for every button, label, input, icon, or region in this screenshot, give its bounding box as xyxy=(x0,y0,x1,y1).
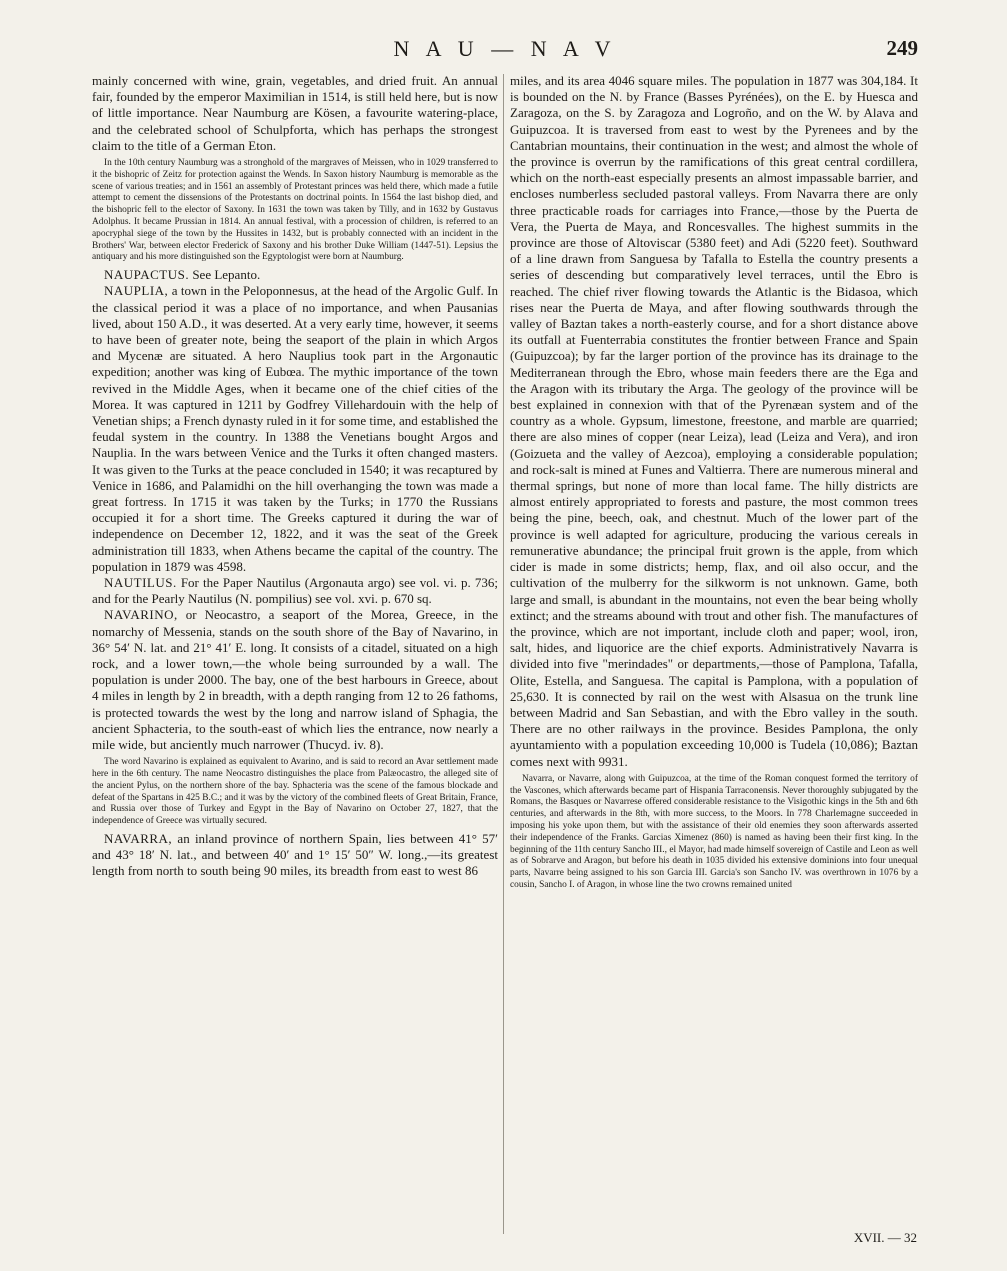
page-header xyxy=(92,36,918,66)
entry-text: For the Paper Nautilus (Argonauta argo) see vol. vi. p. 736; and for the Pearly Nautilus (N. pompilius) see vol. xvi. p. 670 sq. xyxy=(92,575,498,607)
column-divider xyxy=(503,74,504,1234)
headword: NAUPACTUS. xyxy=(104,267,190,283)
running-title: N A U — N A V xyxy=(393,36,617,61)
headword: NAUPLIA, xyxy=(104,283,169,299)
naumburg-history-note: In the 10th century Naumburg was a stronghold of the margraves of Meissen, who in 1029 transferred to it the bishopric of Zeitz for protection against the Wends. In Saxon history Naumburg is memorable as the scene of various treaties; and in 1561 an assembly of Protestant princes was held there, which made a futile attempt to cement the dissensions of the Protestants on doctrinal points. In 1564 the last bishop died, and the bishopric fell to the elector of Saxony. In 1631 the town was taken by Tilly, and in 1632 by Gustavus Adolphus. It became Prussian in 1814. An annual festival, with a procession of children, is referred to an apocryphal siege of the town by the Hussites in 1432, but is probably connected with an incident in the Brothers' War, between elector Frederick of Saxony and his brother Duke William (1447-51). Lepsius the antiquary and his more distinguished son the Egyptologist were born at Naumburg. xyxy=(92,158,498,263)
entry-nauplia xyxy=(92,283,498,575)
left-column xyxy=(92,73,498,880)
headword: NAUTILUS. xyxy=(104,575,177,591)
entry-text: or Neocastro, a seaport of the Morea, Greece, in the nomarchy of Messenia, stands on the south shore of the Bay of Navarino, in 36° 54′ N. lat. and 21° 41′ E. long. It consists of a citadel, situated on a high rock, and a lower town,—the whole being surrounded by a wall. The population is under 2000. The bay, one of the best harbours in Greece, about 4 miles in length by 2 in breadth, with a depth ranging from 12 to 26 fathoms, is protected towards the west by the long and narrow island of Sphagia, the ancient Sphacteria, to the south-east of which lies the entrance, now nearly a mile wide, but anciently much narrower (Thucyd. iv. 8). xyxy=(92,607,498,753)
navarra-history-note: Navarra, or Navarre, along with Guipuzcoa, at the time of the Roman conquest formed the territory of the Vascones, which afterwards became part of Hispania Tarraconensis. Never thoroughly subjugated by the Romans, the Basques or Navarrese offered considerable resistance to the Visigothic kings in the 5th and 6th centuries, and afterwards in the 8th, with more success, to the Moors. In 778 Charlemagne succeeded in imposing his yoke upon them, but with the assistance of their old enemies they soon afterwards asserted their independence of the Franks. Garcias Ximenez (860) is named as having been their first king. In the beginning of the 11th century Sancho III., el Mayor, had made himself sovereign of Castile and Leon as well as of Sobrarve and Aragon, but before his death in 1035 divided his extensive dominions into four unequal parts, Navarre being assigned to his son Garcia III. Garcia's son Sancho IV. was overthrown in 1076 by a cousin, Sancho I. of Aragon, in whose line the two crowns remained united xyxy=(510,773,918,890)
naumburg-continuation: mainly concerned with wine, grain, vegetables, and dried fruit. An annual fair, founded by the emperor Maximilian in 1514, is still held here, but is now of little importance. Near Naumburg are Kösen, a favourite watering-place, and the celebrated school of Schulpforta, which has perhaps the strongest claim to the title of a German Eton. xyxy=(92,73,498,153)
entry-text: an inland province of northern Spain, lies between 41° 57′ and 43° 18′ N. lat., and between 40′ and 1° 15′ 50″ W. long.,—its greatest length from north to south being 90 miles, its breadth from east to west 86 xyxy=(92,831,498,879)
entry-navarino xyxy=(92,607,498,753)
entry-navarra xyxy=(92,831,498,880)
entry-text: a town in the Peloponnesus, at the head of the Argolic Gulf. In the classical period it was a place of no importance, and when Pausanias lived, about 150 A.D., it was deserted. At a very early time, however, it seems to have been of greater note, being the seaport of the plain in which Argos and Mycenæ are situated. A hero Nauplius took part in the Argonautic expedition; another was king of Eubœa. The mythic importance of the town revived in the Middle Ages, when it became one of the chief cities of the Morea. It was captured in 1211 by Godfrey Villehardouin with the help of Venetian ships; a French dynasty ruled in it for some time, and established the feudal system in the country. In 1388 the Venetians bought Argos and Nauplia. In the wars between Venice and the Turks it often changed masters. It was given to the Turks at the peace concluded in 1540; it was recaptured by Venice in 1686, and Palamidhi on the hill overhanging the town was made a great fortress. In 1715 it was taken by the Turks; in 1770 the Russians occupied it for a short time. The Greeks captured it during the war of independence on December 12, 1822, and it was the seat of the Greek administration till 1833, when Athens became the capital of the country. The population in 1879 was 4598. xyxy=(92,283,498,574)
navarino-note: The word Navarino is explained as equivalent to Avarino, and is said to record an Avar settlement made here in the 6th century. The name Neocastro distinguishes the place from Palæocastro, the alleged site of the ancient Pylus, on the northern shore of the bay. Sphacteria was the scene of the famous blockade and defeat of the Spartans in 425 B.C.; and it was by the victory of the combined fleets of Great Britain, France, and Russia over those of Turkey and Egypt in the Bay of Navarino on October 27, 1827, that the independence of Greece was virtually secured. xyxy=(92,757,498,827)
signature-mark: XVII. — 32 xyxy=(853,1230,917,1245)
headword: NAVARRA, xyxy=(104,831,173,847)
navarra-continuation: miles, and its area 4046 square miles. The population in 1877 was 304,184. It is bounded on the N. by France (Basses Pyrénées), on the E. by Huesca and Zaragoza, on the S. by Zaragoza and Logroño, and on the W. by Alava and Guipuzcoa. It is traversed from east to west by the Pyrenees and by the Cantabrian mountains, their continuation in the west; and almost the whole of the province is overrun by the ramifications of this great central cordillera, which on the north-east especially presents an almost impassable barrier, and encloses numberless secluded pastoral valleys. From Navarra there are only three practicable roads for carriages into France,—those by the Puerta de Vera, the Puerta de Maya, and Roncesvalles. The highest summits in the province are those of Altoviscar (5380 feet) and Adi (5220 feet). Southward of a line drawn from Sanguesa by Tafalla to Estella the country presents a series of descending but comparatively level terraces, until the Ebro is reached. The chief river flowing towards the Atlantic is the Bidasoa, which rises near the Puerta de Maya, and after flowing southwards through the valley of Baztan takes a north-easterly course, and for a short distance above its outfall at Fuenterrabia constitutes the frontier between France and Spain (Guipuzcoa); by far the larger portion of the province has its drainage to the Mediterranean through the Ebro, whose main feeders there are the Ega and the Aragon with its tributary the Arga. The geology of the province will be best explained in connexion with that of the Pyrenæan system and of the country as a whole. Gypsum, limestone, freestone, and marble are quarried; there are also mines of copper (near Leiza), lead (Leiza and Vera), and iron (Goizueta and the valley of Aezcoa), employing a considerable population; and rock-salt is mined at Funes and Valtierra. There are numerous mineral and thermal springs, but none of more than local fame. The hilly districts are almost entirely appropriated to forests and pasture, the most common trees being the pine, beech, oak, and chestnut. Much of the lower part of the province is well adapted for agriculture, producing the various cereals in remunerative abundance; the principal fruit grown is the apple, from which cider is made in some districts; hemp, flax, and oil also occur, and the cultivation of the mulberry for the silkworm is not unknown. Game, both large and small, is abundant in the mountains, not even the bear being wholly extinct; and the streams abound with trout and other fish. The manufactures of the province, which are not important, include cloth and paper; wool, iron, salt, hides, and liquorice are the chief exports. Administratively Navarra is divided into five "merindades" or departments,—those of Pamplona, Tafalla, Olite, Estella, and Sanguesa. The capital is Pamplona, with a population of 25,630. It is connected by rail on the west with Alsasua on the trunk line between Madrid and San Sebastian, and with the Ebro valley in the south. There are no other railways in the province. Besides Pamplona, the only ayuntamiento with a population exceeding 10,000 is Tudela (10,086); Baztan comes next with 9931. xyxy=(510,73,918,769)
right-column xyxy=(510,73,918,895)
page-number: 249 xyxy=(886,36,918,60)
headword: NAVARINO, xyxy=(104,607,178,623)
entry-text: See Lepanto. xyxy=(189,267,261,283)
entry-nautilus xyxy=(92,575,498,607)
entry-naupactus xyxy=(92,267,498,283)
